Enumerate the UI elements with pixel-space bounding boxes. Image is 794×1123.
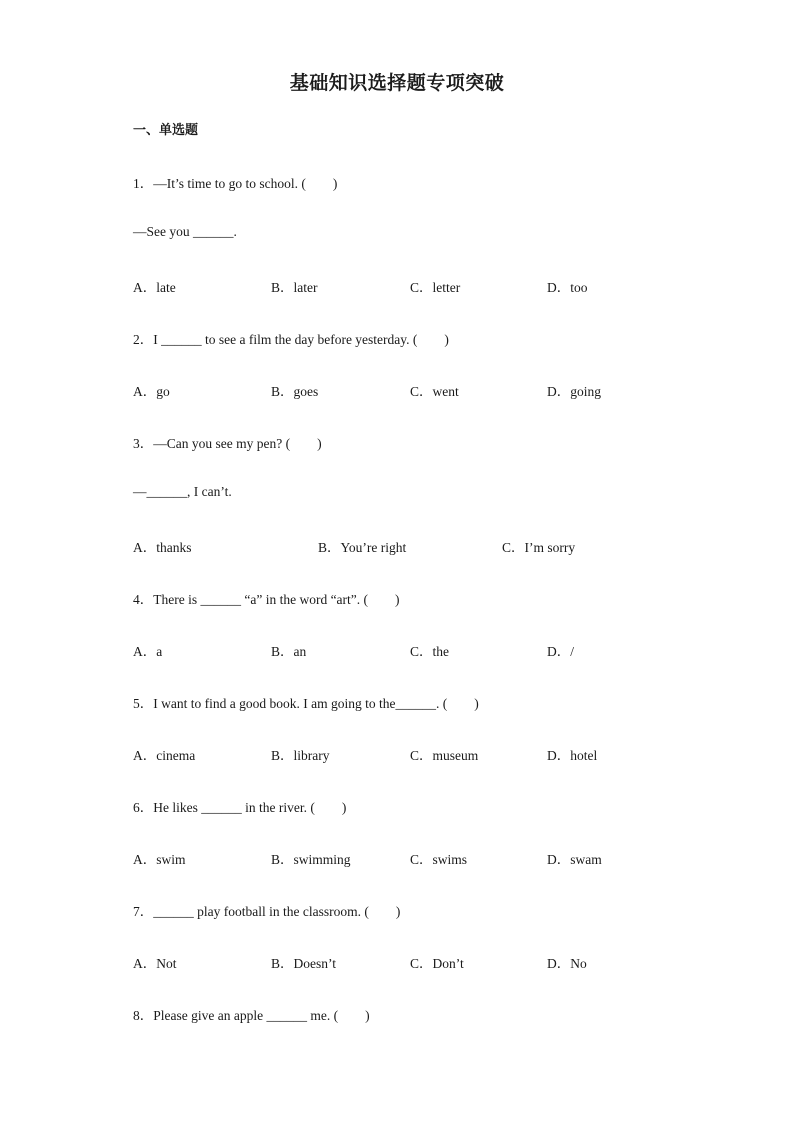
question-5-stem: 5．I want to find a good book. I am going to the______. ( )	[133, 696, 479, 711]
option-a: A．late	[133, 280, 176, 295]
question-7-options	[0, 952, 794, 972]
question-1-stem: 1．—It’s time to go to school. ( )	[133, 176, 338, 191]
option-d: D．too	[547, 280, 588, 295]
option-d: D．swam	[547, 852, 602, 867]
option-b: B．later	[271, 280, 318, 295]
option-a: A．swim	[133, 852, 186, 867]
option-a: A．Not	[133, 956, 177, 971]
option-a: A．cinema	[133, 748, 196, 763]
option-b: B．goes	[271, 384, 319, 399]
option-d: D．/	[547, 644, 574, 659]
option-b: B．You’re right	[318, 540, 407, 555]
option-c: C．I’m sorry	[502, 540, 576, 555]
option-d: D．No	[547, 956, 587, 971]
question-6-stem: 6．He likes ______ in the river. ( )	[133, 800, 347, 815]
question-3-dialogue: —______, I can’t.	[133, 484, 232, 499]
section-heading: 一、单选题	[133, 123, 199, 138]
question-2-options	[0, 380, 794, 400]
question-2-stem: 2．I ______ to see a film the day before yesterday. ( )	[133, 332, 449, 347]
option-c: C．letter	[410, 280, 461, 295]
question-4-options	[0, 640, 794, 660]
question-5-options	[0, 744, 794, 764]
question-1-options	[0, 276, 794, 296]
option-c: C．museum	[410, 748, 479, 763]
question-3-options	[0, 536, 794, 556]
option-d: D．going	[547, 384, 601, 399]
question-7-stem: 7．______ play football in the classroom. ( )	[133, 904, 401, 919]
option-d: D．hotel	[547, 748, 598, 763]
question-8-stem: 8．Please give an apple ______ me. ( )	[133, 1008, 370, 1023]
page-title: 基础知识选择题专项突破	[289, 72, 505, 94]
question-4-stem: 4．There is ______ “a” in the word “art”. ( )	[133, 592, 400, 607]
option-c: C．went	[410, 384, 459, 399]
option-c: C．Don’t	[410, 956, 464, 971]
option-b: B．Doesn’t	[271, 956, 337, 971]
option-b: B．swimming	[271, 852, 351, 867]
question-3-stem: 3．—Can you see my pen? ( )	[133, 436, 322, 451]
option-c: C．the	[410, 644, 449, 659]
option-c: C．swims	[410, 852, 468, 867]
option-a: A．go	[133, 384, 170, 399]
option-b: B．an	[271, 644, 307, 659]
question-6-options	[0, 848, 794, 868]
option-a: A．a	[133, 644, 163, 659]
option-b: B．library	[271, 748, 330, 763]
option-a: A．thanks	[133, 540, 192, 555]
question-1-dialogue: —See you ______.	[133, 224, 237, 239]
